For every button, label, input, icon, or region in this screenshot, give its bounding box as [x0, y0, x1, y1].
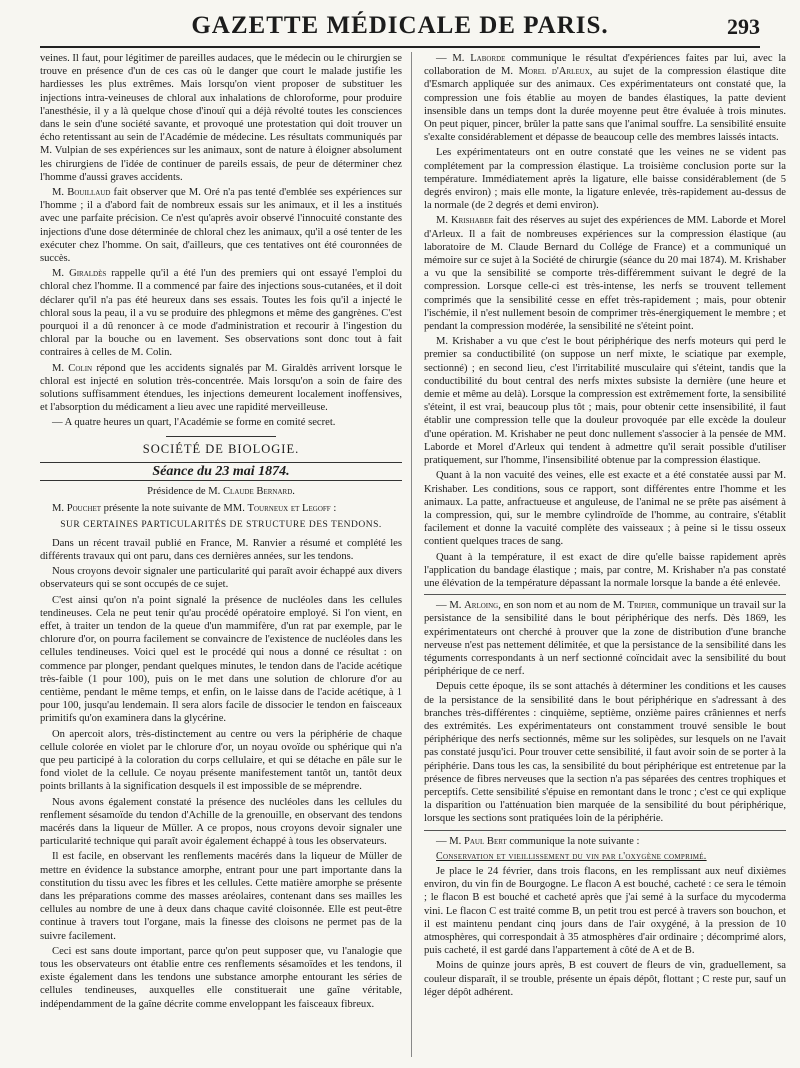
page-number: 293 — [727, 14, 760, 39]
paragraph: M. Krishaber a vu que c'est le bout périphérique des nerfs moteurs qui perd le premier sa conductibilité (on suppose un nerf mixte, le sciatique par exemple, sectionné) ; en second lieu, c'est l'irritabilité musculaire qui s'éteint, tandis que la conductibilité du bout central des nerfs mixtes subsiste la dernière (une heure et demie et même au delà). Lorsque la compression est extrêmement forte, la sensibilité s'éteint, il est vrai, beaucoup plus tôt ; mais, pour obtenir cette insensibilité, il faut établir une compression telle que la douleur provoquée par elle excède la douleur d'une opération. M. Krishaber ne peut donc nullement s'associer à la pensée de MM. Laborde et Morel d'Arleux qui tendent à admettre qu'il serait possible d'utiliser pratiquement, sur l'homme, l'insensibilité obtenue par la compression élastique. — [424, 336, 786, 467]
paragraph: Nous avons également constaté la présence des nucléoles dans les cellules du renflement sésamoïde du tendon d'Achille de la grenouille, en observant des tendons macérés dans la liqueur de Müller. A ce propos, nous croyons devoir signaler une particularité technique qui paraît avoir également échappé à tous les observateurs. — [40, 796, 402, 848]
paragraph-text: , au sujet de la compression élastique dite d'Esmarch appliquée sur des animaux. Ces expérimentateurs ont constaté que, la compression une fois établie au moyen de bandes élastiques, la patte devient insensible dans un temps dont la durée moyenne peut être évaluée à trois minutes. On peut piquer, pincer, brûler la patte sans que l'animal souffre. La sensibilité ensuite s'exalte considérablement et dépasse de beaucoup celle des membres laissés intacts. — [424, 66, 786, 144]
speaker-name: M. Pouchet — [52, 503, 101, 515]
paragraph: C'est ainsi qu'on n'a point signalé la présence de nucléoles dans les cellules tendineuses. Cela ne peut tenir qu'au procédé opératoire employé. Si l'on vient, en effet, à traiter un tendon de la queue d'un mammifère, d'un rat par exemple, par le chlorure d'or, on pourra facilement se convaincre de l'existence de nucléoles dans les cellules tendineuses. Voici quel est le procédé qui nous a donné ce résultat : on commence par plonger, pendant quelques minutes, le tendon dans de l'acide acétique très-faible (1 pour 100), puis on le met dans une solution de chlorure d'or au centième, pendant le même temps, et enfin, on le laisse dans de l'acide acétique, à 1 pour 100, jusqu'au lendemain. Il sera alors facile de dissocier le tendon en faisceaux primitifs qu'on examinera dans la glycérine. — [40, 594, 402, 725]
president-name: Claude Bernard — [222, 486, 293, 498]
column-divider — [411, 52, 412, 1057]
paragraph: veines. Il faut, pour légitimer de pareilles audaces, que le médecin ou le chirurgien se trouve en présence d'un de ces cas où le danger que court le malade justifie les hardiesses les plus extrêmes. Mais lorsqu'on vient proposer de substituer les injections intra-veineuses de chloral aux inhalations de chloroforme, pour produire l'anesthésie, il y a là quelque chose d'inouï qui a déjà révolté toutes les consciences dans le sein d'une société savante, et provoqué une protestation qui doit trouver un écho retentissant au sein de l'Académie de médecine. Les résultats communiqués par M. Vulpian de ses expériences sur les animaux, sont de nature à éloigner absolument les chirurgiens de l'idée de continuer de pareils essais, de peur de déterminer chez l'homme d'aussi graves accidents. — [40, 53, 402, 183]
speaker-name: M. Bouillaud — [52, 187, 111, 199]
article-subheading: SUR CERTAINES PARTICULARITÉS DE STRUCTURE DES TENDONS. — [60, 519, 382, 530]
paragraph: Quant à la non vacuité des veines, elle est exacte et a été constatée aussi par M. Krishaber. Les conditions, sous ce rapport, sont différentes entre l'homme et les animaux. La patte, anfractueuse et anguleuse, de l'animal ne se prête pas aisément à la compression, qui, sur le membre cylindroïde de l'homme, au contraire, s'établit facilement et donne la vacuité complète des vaisseaux ; à peine si le tissu osseux contient quelques traces de sang. — [424, 470, 786, 548]
paragraph-text: , en son nom et au nom de M. — [498, 600, 628, 612]
paragraph: Les expérimentateurs ont en outre constaté que les veines ne se vident pas complétement par la compression élastique. La troisième conclusion porte sur la température. Immédiatement après la ligature, elle baisse considérablement (de 5 degrés environ) ; mais elle monte, la ligature enlevée, très-rapidement au-dessus de la normale (de 2 degrés et demi environ). — [424, 147, 786, 212]
session-heading: Séance du 23 mai 1874. — [40, 462, 402, 481]
speaker-name: M. Giraldès — [52, 268, 107, 280]
paragraph-text: fait observer que M. Oré n'a pas tenté d'emblée ses expériences sur l'homme ; il a d'abord fait de nombreux essais sur les animaux, et il les a institués avec une parfaite précision. Ce n'est qu'après avoir observé l'innocuité constante des injections d'une dose déterminée de chloral chez les animaux, qu'il a osé tenter de les exécuter chez l'homme. On sait, d'ailleurs, que ces tentatives ont été couronnées de succès. — [40, 187, 402, 265]
section-title: SOCIÉTÉ DE BIOLOGIE. — [142, 441, 300, 456]
dash-prefix: — M. — [436, 53, 471, 64]
paragraph: Quant à la température, il est exact de dire qu'elle baisse rapidement après l'application du bandage élastique ; mais, par contre, M. Krishaber n'a pas constaté une élévation de la température dépassant la normale lorsque la bande a été enlevée. — [424, 551, 786, 589]
dash-prefix: — M. — [436, 600, 465, 612]
speaker-name: Paul Bert — [463, 835, 507, 847]
speaker-name: Morel d'Arleux — [518, 66, 590, 78]
paragraph — [424, 52, 786, 144]
paragraph — [40, 362, 402, 415]
presidency-line — [40, 485, 402, 498]
paragraph: — A quatre heures un quart, l'Académie se forme en comité secret. — [52, 417, 336, 429]
paragraph-text: , communique un travail sur la persistance de la sensibilité dans le bout périphérique des nerfs. Dès 1869, les expérimentateurs ont cherché à prouver que la zone de distribution d'une branche nerveuse n'est pas nettement délimitée, et que la persistance de la sensibilité dans les téguments correspondants à un nerf sectionné coïncidait avec la sensibilité du bout périphérique de ce nerf. — [424, 600, 786, 678]
speaker-name: M. Colin — [52, 362, 93, 374]
paragraph: Nous croyons devoir signaler une particularité qui paraît avoir échappé aux divers observateurs qui se sont occupés de ce sujet. — [40, 566, 402, 591]
page-header — [40, 10, 760, 48]
author-names: Tourneux et Legoff — [247, 503, 331, 515]
paragraph-text: rappelle qu'il a été l'un des premiers qui ont essayé l'emploi du chloral chez l'homme. Il a commencé par faire des injections sous-cutanées, et il doit déclarer qu'il n'a pas été heureux dans ses essais. Toutes les fois qu'il a injecté le chloral sous la peau, il a vu se produire des phlegmons et même des gangrènes. C'est pourquoi il a dû renoncer à ce mode d'administration et recourir à l'ingestion du chloral par la bouche ou en lavement. Ses observations sont donc tout à fait contraires à celles de M. Colin. — [40, 268, 402, 359]
separator-rule — [424, 830, 786, 831]
speaker-name: Tripier — [627, 600, 657, 612]
paragraph — [424, 214, 786, 333]
paragraph: Il est facile, en observant les renflements macérés dans la liqueur de Müller de mettre en évidence la substance amorphe, entrant pour une part importante dans la constitution du tissu avec les fibres et les cellules. Cette matière amorphe se présente dans les préparations comme des masses aréolaires, contenant dans ses mailles les cellules au nombre de une à deux dans chaque cavité cloisonnée. Elle est peut-être continue à travers tout l'organe, mais la finesse des cloisons ne permet pas de la suivre facilement. — [40, 851, 402, 942]
paragraph — [40, 267, 402, 359]
presidency-suffix: . — [292, 486, 295, 498]
speaker-name: M. Krishaber — [436, 215, 494, 227]
paragraph: Je place le 24 février, dans trois flacons, en les remplissant aux neuf dixièmes environ, du vin fin de Bourgogne. Le flacon A est bouché, cacheté : ce sera le témoin ; le flacon B est bouché et cacheté après que j'ai semé à la surface du mycoderma vini. Le flacon C est traité comme B, un petit trou est percé à travers son bouchon, et il est maintenu pendant cinq jours dans de l'air oxygéné, à la pression de 10 atmosphères, qui correspondait à 35 atmosphères d'air ordinaire ; décomprimé alors, puis cacheté, il est gardé dans l'appartement à côté de A et de B. — [424, 865, 786, 957]
presidency-prefix: Présidence de M. — [147, 486, 223, 498]
speaker-name: Arloing — [464, 600, 499, 612]
paragraph — [40, 502, 402, 515]
paragraph: Moins de quinze jours après, B est couvert de fleurs de vin, graduellement, sa couleur disparaît, il se trouble, présente un épais dépôt, flottant ; C reste pur, sauf un léger dépôt adhérent. — [424, 960, 786, 998]
left-column — [40, 52, 402, 1062]
paragraph: Dans un récent travail publié en France, M. Ranvier a résumé et complété les différents travaux qui ont paru, dans ces dernières années, sur les tendons. — [40, 537, 402, 562]
section-rule — [166, 436, 276, 437]
separator-rule — [424, 594, 786, 595]
article-subheading: Conservation et vieillissement du vin par l'oxygène comprimé. — [436, 850, 707, 862]
paragraph — [424, 835, 786, 848]
paragraph-text: : — [330, 503, 337, 515]
paragraph-text: fait des réserves au sujet des expériences de MM. Laborde et Morel d'Arleux. Il a fait de nombreuses expériences sur la compression élastique (au laboratoire de M. Claude Bernard du Collége de France) et a communiqué un mémoire sur ce sujet à la Société de chirurgie (séance du 20 mai 1874). M. Krishaber a vu que la sensibilité se comporte très-différemment suivant le degré de la compression. Lorsque celle-ci est très-intense, les nerfs se trouvent tellement comprimés que la sensibilité cesse en effet très-rapidement ; mais, pour obtenir l'ischémie, il n'est nullement besoin de comprimer très-énergiquement le membre ; et pendant la compression modérée, la sensibilité ne s'éteint point. — [424, 215, 786, 333]
paragraph: On apercoit alors, très-distinctement au centre ou vers la périphérie de chaque cellule colorée en violet par le chlorure d'or, un noyau ovoïde ou sphérique qui n'a que peu participé à la coloration du corps cellulaire, et qui se détache en pâle sur le fond violet de la cellule. Ce noyau présente manifestement tantôt un, tantôt deux points brillants à la signification desquels il est impossible de se méprendre. — [40, 728, 402, 793]
paragraph-text: communique le résultat d'expériences faites par lui, avec la collaboration de M. — [424, 53, 786, 78]
dash-prefix: — M. — [436, 835, 464, 847]
journal-title: GAZETTE MÉDICALE DE PARIS. — [191, 12, 609, 39]
right-column — [424, 52, 786, 1062]
paragraph-text: présente la note suivante de MM. — [101, 503, 248, 515]
paragraph: Ceci est sans doute important, parce qu'on peut supposer que, vu l'analogie que tous les observateurs ont établie entre ces renflements sésamoïdes et les tendons, il existe également dans les tendons une substance amorphe entourant les séries de cellules tendineuses, auxquelles elle constituerait une gaîne véritable, indépendamment de la gaîne décrite comme enveloppant les faisceaux fibreux. — [40, 945, 402, 1010]
speaker-name: Laborde — [470, 53, 506, 64]
paragraph — [40, 186, 402, 265]
paragraph: Depuis cette époque, ils se sont attachés à déterminer les conditions et les causes de la persistance de la sensibilité dans le bout périphérique en s'adressant à des branches très-différentes : cinquième, septième, onzième paires crâniennes et nerfs des extrémités. Les expérimentateurs ont constamment trouvé sensible le bout périphérique des nerfs sectionnés, même sur les solipèdes, sur lesquels on ne l'avait pas constaté jusqu'ici. Pour trouver cette sensibilité, il faut avoir soin de se porter à la périphérie. Dans tous les cas, la sensibilité du bout périphérique est entretenue par la présence de fibres nerveuses que la section n'a pas séparées des centres trophiques et perceptifs. Cette sensibilité s'épuise en remontant dans le tronc ; c'est ce qui explique la disparition ou l'atténuation bien marquée de la sensibilité du bout périphérique, lorsque les sections sont pratiquées loin de la périphérie. — [424, 681, 786, 825]
paragraph-text: communique la note suivante : — [506, 835, 640, 847]
paragraph-text: répond que les accidents signalés par M. Giraldès arrivent lorsque le chloral est injecté en solution très-concentrée. Mais lorsqu'on a soin de faire des solutions suffisamment étendues, les injections demeurent localement inoffensives, et l'absorption du médicament a lieu avec une rapidité merveilleuse. — [40, 362, 402, 414]
paragraph — [424, 599, 786, 678]
